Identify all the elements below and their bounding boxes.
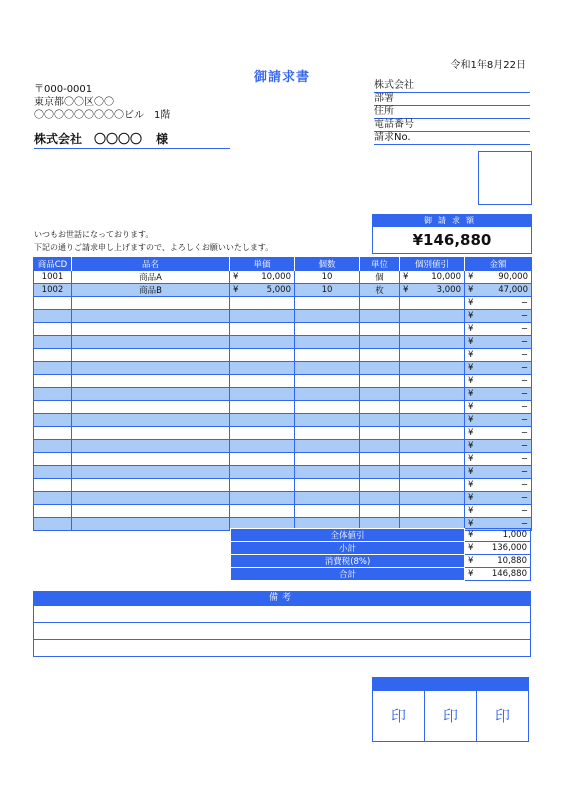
table-row [34, 349, 532, 362]
table-row [34, 505, 532, 518]
item-amount: ¥ 90,000 [465, 271, 532, 284]
empty-amount-dash: − [520, 337, 528, 347]
summary-value: ¥ 10,880 [465, 555, 531, 568]
yen-sign: ¥ [403, 285, 409, 295]
item-amount [465, 505, 532, 518]
approval-seal-box [372, 677, 425, 742]
yen-sign: ¥ [468, 428, 474, 438]
empty-amount-dash: − [520, 311, 528, 321]
table-row [34, 362, 532, 375]
greeting-line2: 下記の通りご請求申し上げますので、よろしくお願いいたします。 [34, 243, 274, 252]
summary-row-discount [231, 529, 531, 542]
empty-amount-dash: − [520, 493, 528, 503]
empty-amount-dash: − [520, 376, 528, 386]
client-company: 株式会社 〇〇〇〇 [34, 132, 143, 146]
empty-amount-dash: − [520, 428, 528, 438]
summary-row-subtotal [231, 542, 531, 555]
items-table-body [34, 271, 532, 531]
empty-amount-dash: − [520, 441, 528, 451]
summary-value: ¥ 136,000 [465, 542, 531, 555]
yen-sign: ¥ [468, 376, 474, 386]
yen-sign: ¥ [468, 543, 474, 553]
header-name: 品名 [72, 258, 230, 271]
issuer-address: 住所 [374, 106, 530, 119]
item-amount [465, 479, 532, 492]
empty-amount-dash: − [520, 324, 528, 334]
yen-sign: ¥ [468, 467, 474, 477]
header-price: 単価 [230, 258, 295, 271]
item-qty: 10 [295, 271, 360, 284]
table-row [34, 284, 532, 297]
item-amount [465, 336, 532, 349]
item-price: ¥ 5,000 [230, 284, 295, 297]
empty-amount-dash: − [520, 480, 528, 490]
yen-sign: ¥ [468, 569, 474, 579]
empty-amount-dash: − [520, 506, 528, 516]
empty-amount-dash: − [520, 298, 528, 308]
remarks-line [34, 605, 530, 622]
summary-value: ¥ 146,880 [465, 568, 531, 581]
total-amount-value: ¥146,880 [412, 231, 492, 249]
yen-sign: ¥ [468, 389, 474, 399]
client-address-line2: 〇〇〇〇〇〇〇〇〇ビル 1階 [34, 110, 171, 121]
yen-sign: ¥ [468, 402, 474, 412]
issue-date: 令和1年8月22日 [450, 60, 526, 71]
yen-sign: ¥ [468, 530, 474, 540]
document-title: 御請求書 [253, 70, 310, 85]
issuer-phone: 電話番号 [374, 119, 530, 132]
yen-sign: ¥ [468, 519, 474, 529]
item-amount [465, 401, 532, 414]
items-table [33, 257, 532, 531]
item-qty: 10 [295, 284, 360, 297]
summary-table [230, 528, 531, 581]
yen-sign: ¥ [468, 493, 474, 503]
summary-label: 消費税(8%) [231, 555, 465, 568]
table-row [34, 479, 532, 492]
header-code: 商品CD [34, 258, 72, 271]
item-amount [465, 414, 532, 427]
empty-amount-dash: − [520, 363, 528, 373]
yen-sign: ¥ [403, 272, 409, 282]
item-unit: 個 [360, 271, 400, 284]
yen-sign: ¥ [233, 272, 239, 282]
table-row [34, 414, 532, 427]
item-amount [465, 362, 532, 375]
table-row [34, 427, 532, 440]
empty-amount-dash: − [520, 389, 528, 399]
item-amount [465, 466, 532, 479]
empty-amount-dash: − [520, 519, 528, 529]
table-row [34, 401, 532, 414]
table-row [34, 466, 532, 479]
table-row [34, 310, 532, 323]
item-amount [465, 453, 532, 466]
summary-row-tax [231, 555, 531, 568]
yen-sign: ¥ [233, 285, 239, 295]
client-address-line1: 東京都〇〇区〇〇 [34, 97, 114, 108]
yen-sign: ¥ [468, 363, 474, 373]
item-code: 1001 [34, 271, 72, 284]
seal-mark: 印 [390, 707, 406, 725]
yen-sign: ¥ [468, 506, 474, 516]
yen-sign: ¥ [468, 324, 474, 334]
approval-seal-box [424, 677, 477, 742]
yen-sign: ¥ [468, 415, 474, 425]
approval-seals [373, 677, 529, 742]
item-amount [465, 388, 532, 401]
items-table-header [34, 258, 532, 271]
client-name [34, 130, 230, 149]
header-amount: 金額 [465, 258, 532, 271]
empty-amount-dash: − [520, 350, 528, 360]
remarks-line [34, 622, 530, 639]
item-code: 1002 [34, 284, 72, 297]
yen-sign: ¥ [468, 350, 474, 360]
client-postal-code: 〒000-0001 [34, 84, 93, 95]
total-amount-box [372, 214, 532, 254]
table-row [34, 323, 532, 336]
issuer-department: 部署 [374, 93, 530, 106]
item-amount [465, 297, 532, 310]
yen-sign: ¥ [468, 272, 474, 282]
empty-amount-dash: − [520, 402, 528, 412]
seal-mark: 印 [442, 707, 458, 725]
table-row [34, 375, 532, 388]
issuer-company: 株式会社 [374, 80, 530, 93]
table-row [34, 492, 532, 505]
yen-sign: ¥ [468, 311, 474, 321]
remarks-line [34, 639, 530, 656]
header-discount: 個別値引 [400, 258, 465, 271]
empty-amount-dash: − [520, 454, 528, 464]
summary-row-total [231, 568, 531, 581]
yen-sign: ¥ [468, 285, 474, 295]
empty-amount-dash: − [520, 415, 528, 425]
empty-amount-dash: − [520, 467, 528, 477]
header-qty: 個数 [295, 258, 360, 271]
issuer-invoice-no: 請求No. [374, 132, 530, 145]
company-seal-box [478, 151, 532, 205]
item-amount [465, 427, 532, 440]
summary-label: 小計 [231, 542, 465, 555]
greeting-line1: いつもお世話になっております。 [34, 230, 154, 239]
yen-sign: ¥ [468, 441, 474, 451]
item-amount [465, 349, 532, 362]
item-price: ¥ 10,000 [230, 271, 295, 284]
yen-sign: ¥ [468, 337, 474, 347]
summary-label: 全体値引 [231, 529, 465, 542]
item-amount: ¥ 47,000 [465, 284, 532, 297]
item-amount [465, 375, 532, 388]
item-name: 商品A [72, 271, 230, 284]
remarks-label: 備考 [34, 592, 530, 605]
client-honorific: 様 [156, 132, 169, 146]
item-unit: 枚 [360, 284, 400, 297]
item-discount: ¥ 3,000 [400, 284, 465, 297]
summary-value: ¥ 1,000 [465, 529, 531, 542]
table-row [34, 271, 532, 284]
yen-sign: ¥ [468, 556, 474, 566]
seal-mark: 印 [494, 707, 510, 725]
yen-sign: ¥ [468, 480, 474, 490]
header-unit: 単位 [360, 258, 400, 271]
item-name: 商品B [72, 284, 230, 297]
approval-seal-box [476, 677, 529, 742]
table-row [34, 388, 532, 401]
yen-sign: ¥ [468, 454, 474, 464]
table-row [34, 297, 532, 310]
remarks-section [33, 591, 531, 657]
item-discount: ¥ 10,000 [400, 271, 465, 284]
total-amount-label: 御請求額 [373, 215, 531, 227]
table-row [34, 336, 532, 349]
summary-label: 合計 [231, 568, 465, 581]
item-amount [465, 440, 532, 453]
item-amount [465, 323, 532, 336]
item-amount [465, 492, 532, 505]
table-row [34, 453, 532, 466]
table-row [34, 440, 532, 453]
item-amount [465, 310, 532, 323]
yen-sign: ¥ [468, 298, 474, 308]
